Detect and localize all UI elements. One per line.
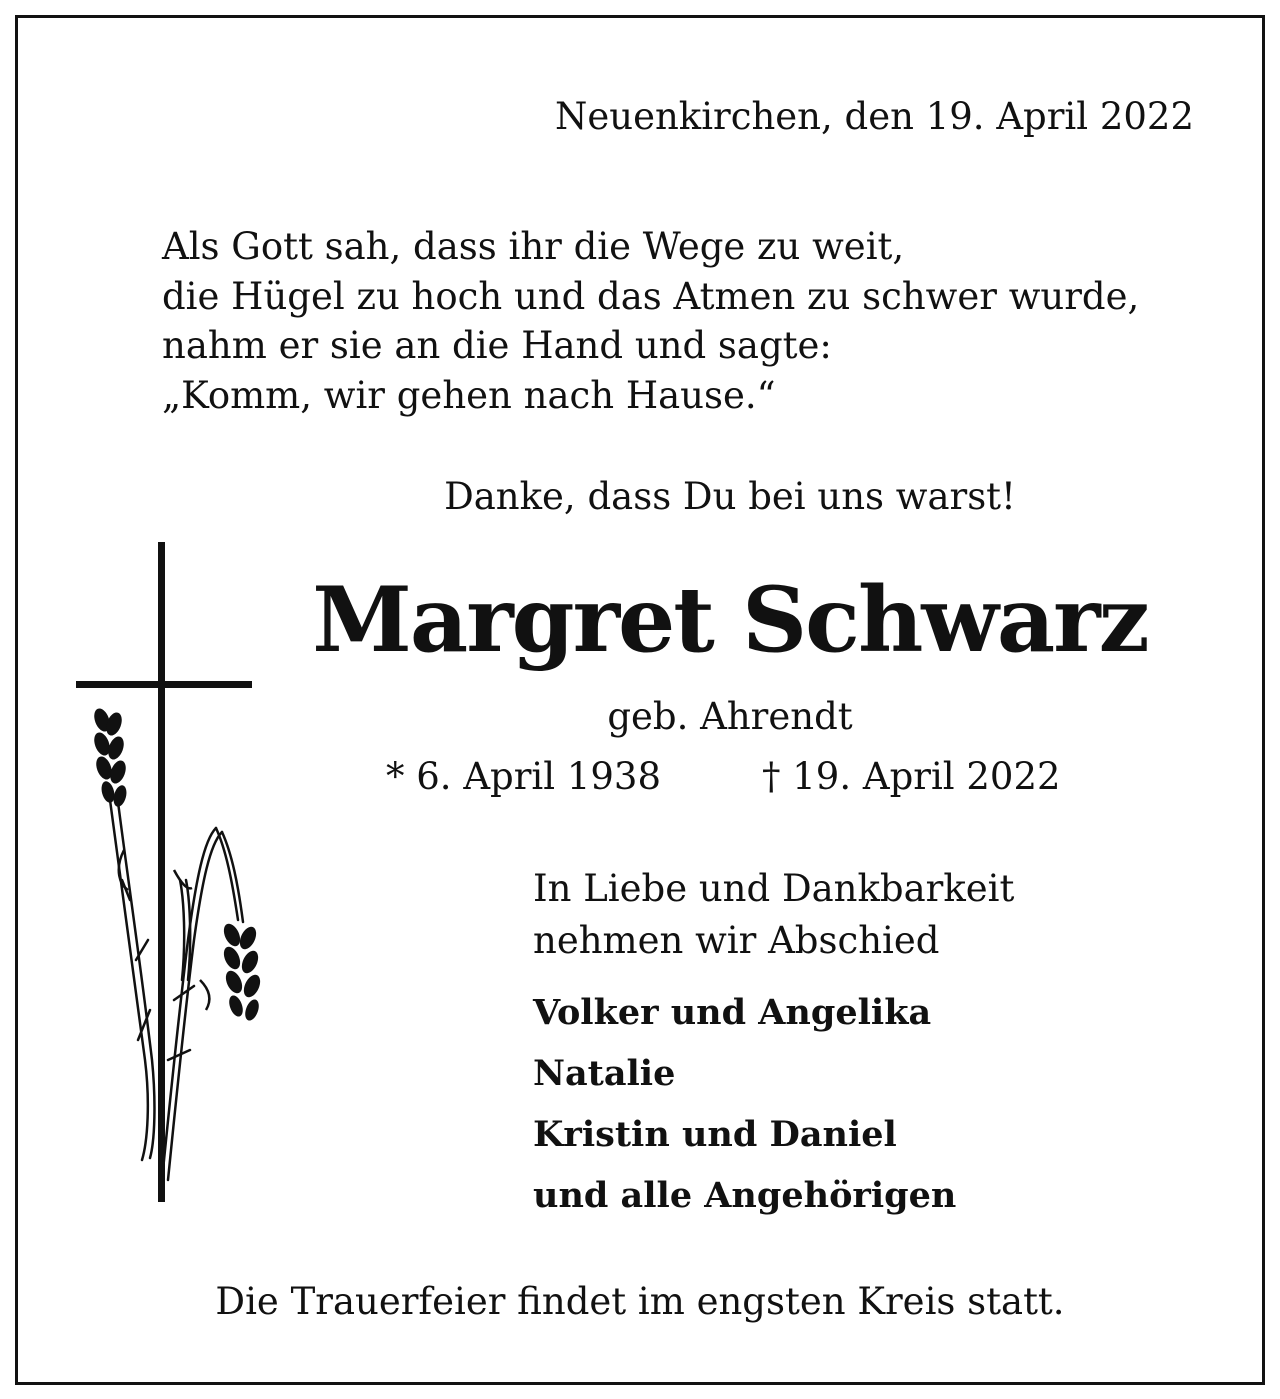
- farewell-line: nehmen wir Abschied: [533, 919, 940, 962]
- birth-date: * 6. April 1938: [386, 755, 662, 798]
- thanks-line: Danke, dass Du bei uns warst!: [444, 475, 1016, 518]
- mourner-entry: und alle Angehörigen: [533, 1175, 957, 1216]
- poem: [162, 222, 1139, 420]
- mourner-entry: Natalie: [533, 1053, 676, 1094]
- mourner-entry: Volker und Angelika: [533, 992, 932, 1033]
- wheat-ears-icon: [110, 800, 243, 1180]
- death-date: † 19. April 2022: [762, 755, 1061, 798]
- place-date: Neuenkirchen, den 19. April 2022: [554, 95, 1194, 138]
- poem-line: die Hügel zu hoch und das Atmen zu schwer wurde,: [162, 274, 1140, 318]
- farewell-line: In Liebe und Dankbarkeit: [533, 867, 1015, 910]
- maiden-name: geb. Ahrendt: [607, 695, 853, 738]
- poem-line: „Komm, wir gehen nach Hause.“: [162, 373, 776, 417]
- farewell-text: [533, 863, 1014, 967]
- deceased-name: Margret Schwarz: [312, 567, 1148, 673]
- mourners-list: [533, 982, 956, 1226]
- poem-line: Als Gott sah, dass ihr die Wege zu weit,: [162, 225, 905, 268]
- funeral-note: Die Trauerfeier findet im engsten Kreis statt.: [215, 1280, 1065, 1323]
- poem-line: nahm er sie an die Hand und sagte:: [162, 324, 832, 367]
- mourner-entry: Kristin und Daniel: [533, 1114, 897, 1155]
